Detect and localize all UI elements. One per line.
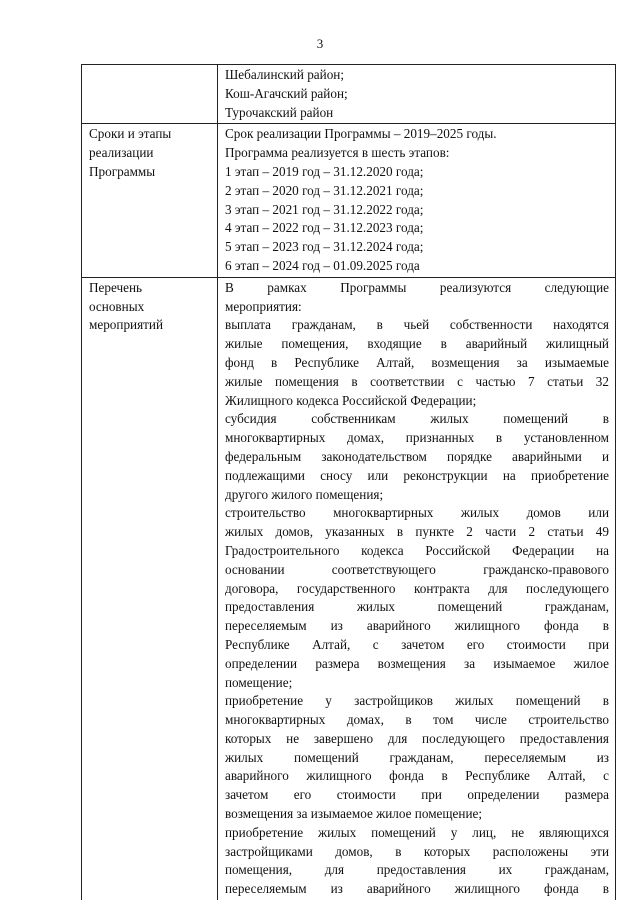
measure-line: предоставления жилых помещений гражданам, [225,599,609,615]
measure-line: многоквартирных домах, в том числе строительство [225,712,609,728]
measure-line: другого жилого помещения; [225,486,384,502]
measure-line: переселяемым из аварийного жилищного фонда в [225,881,609,897]
row-label-line: Сроки и этапы [89,126,172,142]
measure-line: возмещения за изымаемое жилое помещение; [225,806,483,822]
passport-table [81,64,616,900]
measure-line: застройщиками домов, в которых расположены эти [225,843,609,859]
district-line: Шебалинский район; [225,67,345,82]
measure-line: жилых помещений гражданам, переселяемым из [225,749,609,765]
stage-line: Срок реализации Программы – 2019–2025 годы. [225,126,497,142]
measure-line: В рамках Программы реализуются следующие [225,279,609,295]
measure-line: Жилищного кодекса Российской Федерации; [225,392,477,408]
row-label-line: основных [89,298,145,314]
measure-line: определении размера возмещения за изымаемое жилое [225,655,609,671]
row-label-cell [82,65,218,124]
measure-line: субсидия собственникам жилых помещений в [225,411,609,427]
row-label-cell [82,277,218,900]
measure-line: приобретение у застройщиков жилых помещений в [225,693,609,709]
measure-line: фонд в Республике Алтай, возмещения за изымаемые [225,354,609,370]
measure-line: которых не завершено для последующего предоставления [225,730,609,746]
measure-line: приобретение жилых помещений у лиц, не являющихся [225,824,609,840]
measure-line: жилые помещения в соответствии с частью 7 статьи 32 [225,373,609,389]
measure-line: жилых домов, указанных в пункте 2 части 2 статьи 49 [225,524,609,540]
stages-cell [218,124,616,277]
table-row [82,65,616,124]
row-label-line: мероприятий [89,317,164,333]
measure-line: аварийного жилищного фонда в Республике Алтай, с [225,768,609,784]
row-label-line: Перечень [89,279,143,295]
row-label-line: реализации [89,145,154,161]
measure-line: мероприятия: [225,298,302,314]
measure-line: помещение; [225,674,293,690]
measure-line: договора, государственного контракта для последующего [225,580,609,596]
measure-line: зачетом его стоимости при определении размера [225,787,609,803]
measure-line: Республике Алтай, с зачетом его стоимости при [225,636,609,652]
measure-line: многоквартирных домах, признанных в установленном [225,430,609,446]
measure-line: основании соответствующего гражданско-правового [225,561,609,577]
stage-line: Программа реализуется в шесть этапов: [225,145,450,161]
stage-line: 4 этап – 2022 год – 31.12.2023 года; [225,220,424,236]
table-row [82,124,616,277]
row-label-cell [82,124,218,277]
measure-line: федеральным законодательством порядке аварийными и [225,448,609,464]
stage-line: 5 этап – 2023 год – 31.12.2024 года; [225,239,424,255]
measure-line: подлежащими сносу или реконструкции на приобретение [225,467,609,483]
table-row [82,277,616,900]
row-label-line: Программы [89,163,156,179]
measure-line: строительство многоквартирных жилых домов или [225,505,609,521]
districts-cell [218,65,616,124]
stage-line: 3 этап – 2021 год – 31.12.2022 года; [225,201,424,217]
measure-line: помещения, для предоставления их гражданам, [225,862,609,878]
measure-line: переселяемым из аварийного жилищного фонда в [225,618,609,634]
measure-line: выплата гражданам, в чьей собственности находятся [225,317,609,333]
measures-cell [218,277,616,900]
district-line: Турочакский район [225,104,334,120]
measure-line: Градостроительного кодекса Российской Федерации на [225,542,609,558]
stage-line: 1 этап – 2019 год – 31.12.2020 года; [225,163,424,179]
page-number: 3 [316,36,324,51]
stage-line: 6 этап – 2024 год – 01.09.2025 года [225,257,420,273]
stage-line: 2 этап – 2020 год – 31.12.2021 года; [225,182,424,198]
measure-line: жилые помещения, входящие в аварийный жилищный [225,336,609,352]
district-line: Кош-Агачский район; [225,85,348,101]
